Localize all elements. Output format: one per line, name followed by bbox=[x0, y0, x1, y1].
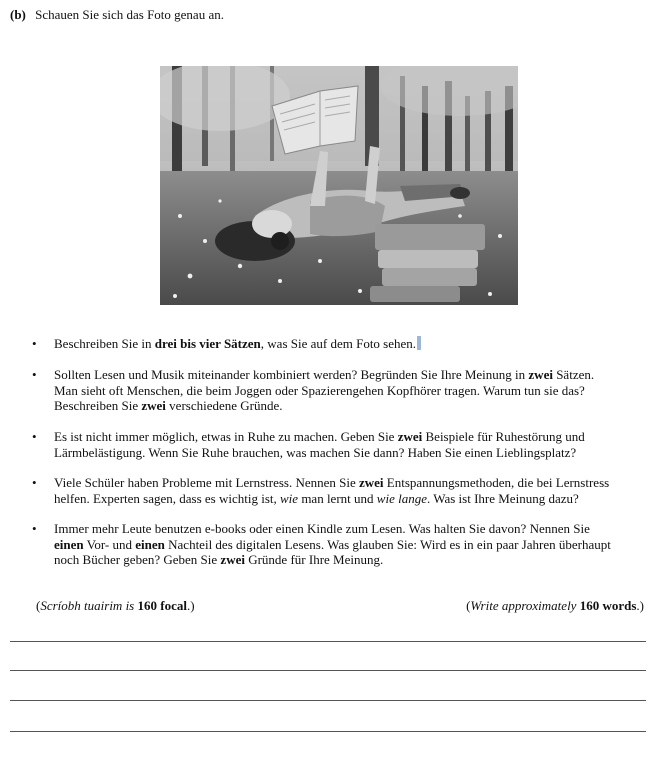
task-text bbox=[54, 367, 639, 414]
task-text-segment: helfen. Experten sagen, dass es wichtig ist, bbox=[54, 490, 280, 506]
task-text-segment: Beispiele für Ruhestörung und bbox=[422, 429, 585, 444]
question-instruction: Schauen Sie sich das Foto genau an. bbox=[35, 7, 224, 22]
task-text bbox=[54, 521, 639, 568]
task-text-segment: zwei bbox=[397, 429, 423, 444]
task-text-segment: noch Bücher geben? Geben Sie bbox=[54, 552, 221, 567]
task-text-segment: Sätzen. bbox=[552, 367, 595, 382]
answer-line[interactable] bbox=[10, 641, 646, 642]
task-text bbox=[54, 336, 639, 352]
task-text-segment: wie bbox=[280, 490, 299, 506]
answer-line[interactable] bbox=[10, 700, 646, 701]
note-italic: Scríobh tuairim is bbox=[40, 598, 135, 613]
task-text-segment: , was Sie auf dem Foto sehen. bbox=[260, 336, 417, 351]
note-paren: ( bbox=[36, 598, 41, 613]
task-text-segment: zwei bbox=[141, 398, 166, 413]
task-text-segment: Sollten Lesen und Musik miteinander kombiniert werden? Begründen Sie Ihre Meinung in bbox=[54, 367, 529, 382]
photo-woman-reading bbox=[160, 66, 518, 305]
task-text-segment: Es ist nicht immer möglich, etwas in Ruhe zu machen. Geben Sie bbox=[54, 429, 398, 444]
task-text-segment: Viele Schüler haben Probleme mit Lernstress. Nennen Sie bbox=[54, 475, 359, 490]
task-text-segment: drei bis vier Sätzen bbox=[154, 336, 261, 351]
question-heading bbox=[10, 7, 224, 23]
bullet-dot: • bbox=[32, 336, 37, 351]
word-count-note-english bbox=[466, 598, 644, 614]
task-text-segment: zwei bbox=[528, 367, 553, 382]
task-text bbox=[54, 429, 639, 460]
task-text-segment: zwei bbox=[359, 475, 384, 490]
note-paren: .) bbox=[636, 598, 644, 613]
bullet-dot: • bbox=[32, 367, 37, 382]
task-text-segment: Beschreiben Sie in bbox=[54, 336, 155, 351]
task-text-segment: zwei bbox=[220, 552, 245, 567]
answer-line[interactable] bbox=[10, 731, 646, 732]
task-text-segment: einen bbox=[54, 536, 84, 552]
note-italic: Write approximately bbox=[470, 598, 577, 613]
note-bold: 160 words bbox=[579, 598, 637, 613]
task-text-segment: Lärmbelästigung. Wenn Sie Ruhe brauchen, was machen Sie dann? Haben Sie einen Lieblingsplatz? bbox=[54, 444, 577, 460]
task-text-segment: Nachteil des digitalen Lesens. Was glauben Sie: Wird es in ein paar Jahren überhaupt bbox=[164, 536, 611, 552]
task-text-segment: man lernt und bbox=[298, 490, 377, 506]
note-paren: .) bbox=[186, 598, 195, 613]
task-text-segment: . Was ist Ihre Meinung dazu? bbox=[426, 490, 579, 506]
task-text-segment: wie lange bbox=[376, 490, 427, 506]
bullet-dot: • bbox=[32, 429, 37, 444]
task-text-segment: Immer mehr Leute benutzen e-books oder einen Kindle zum Lesen. Was halten Sie davon? Nennen Sie bbox=[54, 521, 590, 536]
task-text-segment: Entspannungsmethoden, die bei Lernstress bbox=[383, 475, 610, 490]
task-text-segment: verschiedene Gründe. bbox=[165, 398, 283, 413]
task-text-segment: Vor- und bbox=[83, 536, 136, 552]
word-count-note-irish bbox=[36, 598, 195, 614]
task-text-segment: einen bbox=[135, 536, 165, 552]
task-text-segment: Man sieht oft Menschen, die beim Joggen oder Spazierengehen Kopfhörer tragen. Warum tun sie das? bbox=[54, 382, 585, 398]
photo-woman-reading-in-grass-icon bbox=[160, 66, 518, 305]
bullet-dot: • bbox=[32, 521, 37, 536]
task-text-segment: Beschreiben Sie bbox=[54, 398, 142, 413]
answer-line[interactable] bbox=[10, 670, 646, 671]
question-label: (b) bbox=[10, 7, 26, 22]
task-text bbox=[54, 475, 639, 506]
bullet-dot: • bbox=[32, 475, 37, 490]
note-paren: ( bbox=[466, 598, 471, 613]
task-text-segment: Gründe für Ihre Meinung. bbox=[244, 552, 384, 567]
text-cursor bbox=[417, 336, 421, 350]
note-bold: 160 focal bbox=[137, 598, 187, 613]
